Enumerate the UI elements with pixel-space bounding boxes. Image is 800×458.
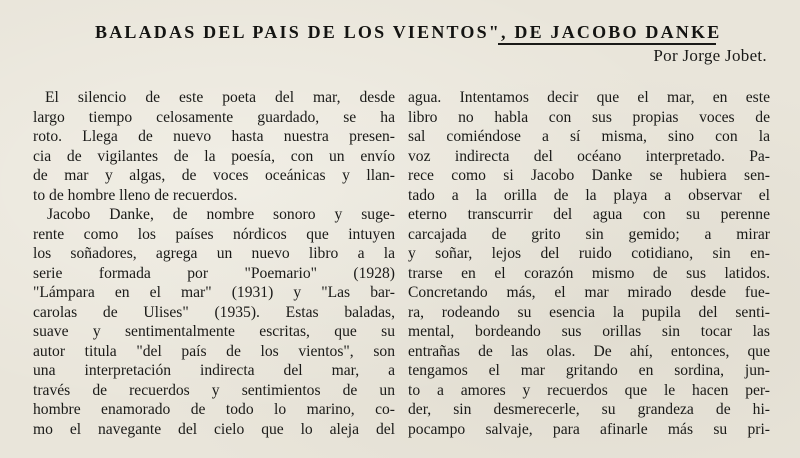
text-line: agua. Intentamos decir que el mar, en este	[408, 89, 770, 106]
text-line: "Lámpara en el mar" (1931) y "Las bar-	[33, 284, 395, 301]
text-line: largo tiempo celosamente guardado, se ha	[33, 108, 395, 126]
text-line: der, sin desmerecerle, su grandeza de hi-	[408, 401, 770, 418]
text-line: una interpretación indirecta del mar, a	[33, 362, 395, 379]
text-line: eterno transcurrir del agua con su perenne	[408, 206, 770, 223]
text-line: los soñadores, agrega un nuevo libro a la	[33, 245, 395, 262]
text-line: hombre enamorado de todo lo marino, co-	[33, 401, 395, 418]
text-line: entrañas de las olas. De ahí, entonces, que	[408, 342, 770, 360]
text-line: y soñar, lejos del ruido cotidiano, sin en-	[408, 245, 770, 262]
text-line: carolas de Ulises" (1935). Estas baladas,	[33, 303, 395, 321]
text-line: sal comiéndose a sí misma, sino con la	[408, 128, 770, 145]
text-line: ra, rodeando su esencia la pupila del senti-	[408, 303, 770, 321]
text-line: mental, bordeando sus orillas sin tocar las	[408, 323, 770, 340]
text-line: carcajada de grito sin gemido; a mirar	[408, 225, 770, 243]
text-line: pocampo salvaje, para afinarle más su pri-	[408, 420, 770, 438]
text-line: rece como si Jacobo Danke se hubiera sen-	[408, 167, 770, 184]
right-text-column	[408, 88, 770, 439]
text-line: to a amores y recuerdos que le hacen per-	[408, 381, 770, 399]
left-text-column	[33, 88, 395, 439]
text-line: rente como los países nórdicos que intuyen	[33, 225, 395, 243]
text-line: serie formada por "Poemario" (1928)	[33, 264, 395, 282]
text-line: Jacobo Danke, de nombre sonoro y suge-	[47, 206, 395, 223]
text-line: voz indirecta del océano interpretado. Pa-	[408, 147, 770, 165]
text-line: través de recuerdos y sentimientos de un	[33, 381, 395, 399]
text-line: de mar y algas, de voces oceánicas y llan-	[33, 167, 395, 184]
text-line: mo el navegante del cielo que lo aleja del	[33, 420, 395, 438]
text-line: tengamos el mar gritando en sordina, jun-	[408, 362, 770, 379]
text-line: cia de vigilantes de la poesía, con un envío	[33, 147, 395, 165]
article-title: BALADAS DEL PAIS DE LOS VIENTOS", DE JACOBO DANKE	[95, 22, 722, 42]
text-line: roto. Llega de nuevo hasta nuestra presen-	[33, 128, 395, 145]
text-line: trarse en el corazón mismo de sus latidos.	[408, 264, 770, 282]
text-line: libro no habla con sus propias voces de	[408, 108, 770, 126]
text-line: Concretando más, el mar mirado desde fue-	[408, 284, 770, 301]
text-line: autor titula "del país de los vientos", son	[33, 342, 395, 360]
title-underline	[498, 43, 716, 45]
text-line: suave y sentimentalmente escritas, que su	[33, 323, 395, 340]
text-line: El silencio de este poeta del mar, desde	[45, 89, 395, 106]
article-byline: Por Jorge Jobet.	[653, 46, 767, 65]
text-line: tado a la orilla de la playa a observar el	[408, 186, 770, 204]
text-line: to de hombre lleno de recuerdos.	[33, 186, 238, 204]
